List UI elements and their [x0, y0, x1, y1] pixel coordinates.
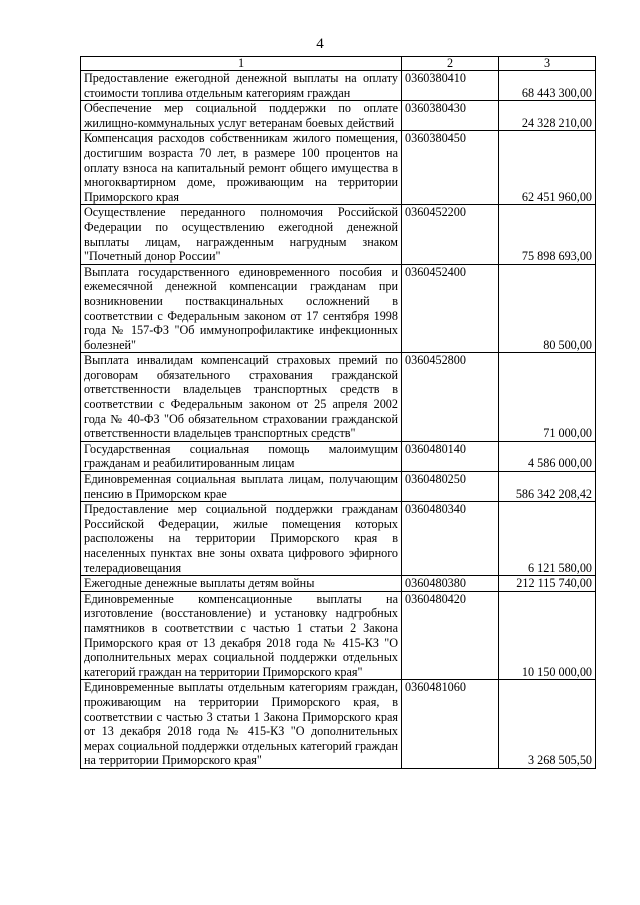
row-code: 0360480380: [402, 576, 499, 592]
row-code: 0360452200: [402, 205, 499, 264]
row-description: Выплата инвалидам компенсаций страховых премий по договорам обязательного страхования гражданской ответственности владельцев транспортных средств в соответствии с Федеральным законом от 25 апреля 2002 года № 40-ФЗ "Об обязательном страховании гражданской ответственности владельцев транспортных средств": [81, 353, 402, 442]
row-amount: 4 586 000,00: [499, 441, 596, 471]
row-amount: 80 500,00: [499, 264, 596, 353]
row-description: Выплата государственного единовременного пособия и ежемесячной денежной компенсации гражданам при возникновении поствакцинальных осложнений в соответствии с Федеральным законом от 17 сентября 1998 года № 157-ФЗ "Об иммунопрофилактике инфекционных болезней": [81, 264, 402, 353]
row-code: 0360480140: [402, 441, 499, 471]
table-row: [81, 441, 596, 471]
row-amount: 212 115 740,00: [499, 576, 596, 592]
header-col-2: 2: [402, 57, 499, 71]
row-code: 0360480340: [402, 502, 499, 576]
page-number: 4: [316, 36, 324, 52]
header-col-1: 1: [81, 57, 402, 71]
row-description: Обеспечение мер социальной поддержки по оплате жилищно-коммунальных услуг ветеранам боевых действий: [81, 101, 402, 131]
row-code: 0360380430: [402, 101, 499, 131]
table-row: [81, 576, 596, 592]
row-amount: 10 150 000,00: [499, 591, 596, 680]
row-amount: 586 342 208,42: [499, 472, 596, 502]
row-code: 0360452800: [402, 353, 499, 442]
table-row: [81, 264, 596, 353]
table-row: [81, 502, 596, 576]
table-row: [81, 472, 596, 502]
budget-table: [80, 56, 596, 769]
row-code: 0360480250: [402, 472, 499, 502]
table-row: [81, 131, 596, 205]
table-header-row: [81, 57, 596, 71]
row-code: 0360380410: [402, 71, 499, 101]
table-row: [81, 591, 596, 680]
row-amount: 68 443 300,00: [499, 71, 596, 101]
row-amount: 71 000,00: [499, 353, 596, 442]
row-amount: 6 121 580,00: [499, 502, 596, 576]
row-code: 0360452400: [402, 264, 499, 353]
row-code: 0360380450: [402, 131, 499, 205]
row-code: 0360480420: [402, 591, 499, 680]
row-description: Предоставление мер социальной поддержки гражданам Российской Федерации, жилые помещения которых расположены на территории Приморского края в населенных пунктах вне зоны охвата цифрового эфирного телерадиовещания: [81, 502, 402, 576]
table-row: [81, 71, 596, 101]
row-description: Компенсация расходов собственникам жилого помещения, достигшим возраста 70 лет, в размере 100 процентов на оплату взноса на капитальный ремонт общего имущества в многоквартирном доме, проживающим на территории Приморского края: [81, 131, 402, 205]
table-row: [81, 101, 596, 131]
row-description: Ежегодные денежные выплаты детям войны: [81, 576, 402, 592]
table-row: [81, 680, 596, 769]
row-description: Единовременные компенсационные выплаты на изготовление (восстановление) и установку надгробных памятников в соответствии с частью 1 статьи 2 Закона Приморского края от 13 декабря 2018 года № 415-КЗ "О дополнительных мерах социальной поддержки отдельных категорий граждан на территории Приморского края": [81, 591, 402, 680]
row-amount: 62 451 960,00: [499, 131, 596, 205]
table-row: [81, 353, 596, 442]
row-description: Предоставление ежегодной денежной выплаты на оплату стоимости топлива отдельным категориям граждан: [81, 71, 402, 101]
row-description: Единовременные выплаты отдельным категориям граждан, проживающим на территории Приморского края, в соответствии с частью 3 статьи 1 Закона Приморского края от 13 декабря 2018 года № 415-КЗ "О дополнительных мерах социальной поддержки отдельных категорий граждан на территории Приморского края": [81, 680, 402, 769]
row-amount: 24 328 210,00: [499, 101, 596, 131]
row-description: Единовременная социальная выплата лицам, получающим пенсию в Приморском крае: [81, 472, 402, 502]
row-description: Государственная социальная помощь малоимущим гражданам и реабилитированным лицам: [81, 441, 402, 471]
row-amount: 3 268 505,50: [499, 680, 596, 769]
row-amount: 75 898 693,00: [499, 205, 596, 264]
row-description: Осуществление переданного полномочия Российской Федерации по осуществлению ежегодной денежной выплаты лицам, награжденным нагрудным знаком "Почетный донор России": [81, 205, 402, 264]
header-col-3: 3: [499, 57, 596, 71]
table-row: [81, 205, 596, 264]
row-code: 0360481060: [402, 680, 499, 769]
